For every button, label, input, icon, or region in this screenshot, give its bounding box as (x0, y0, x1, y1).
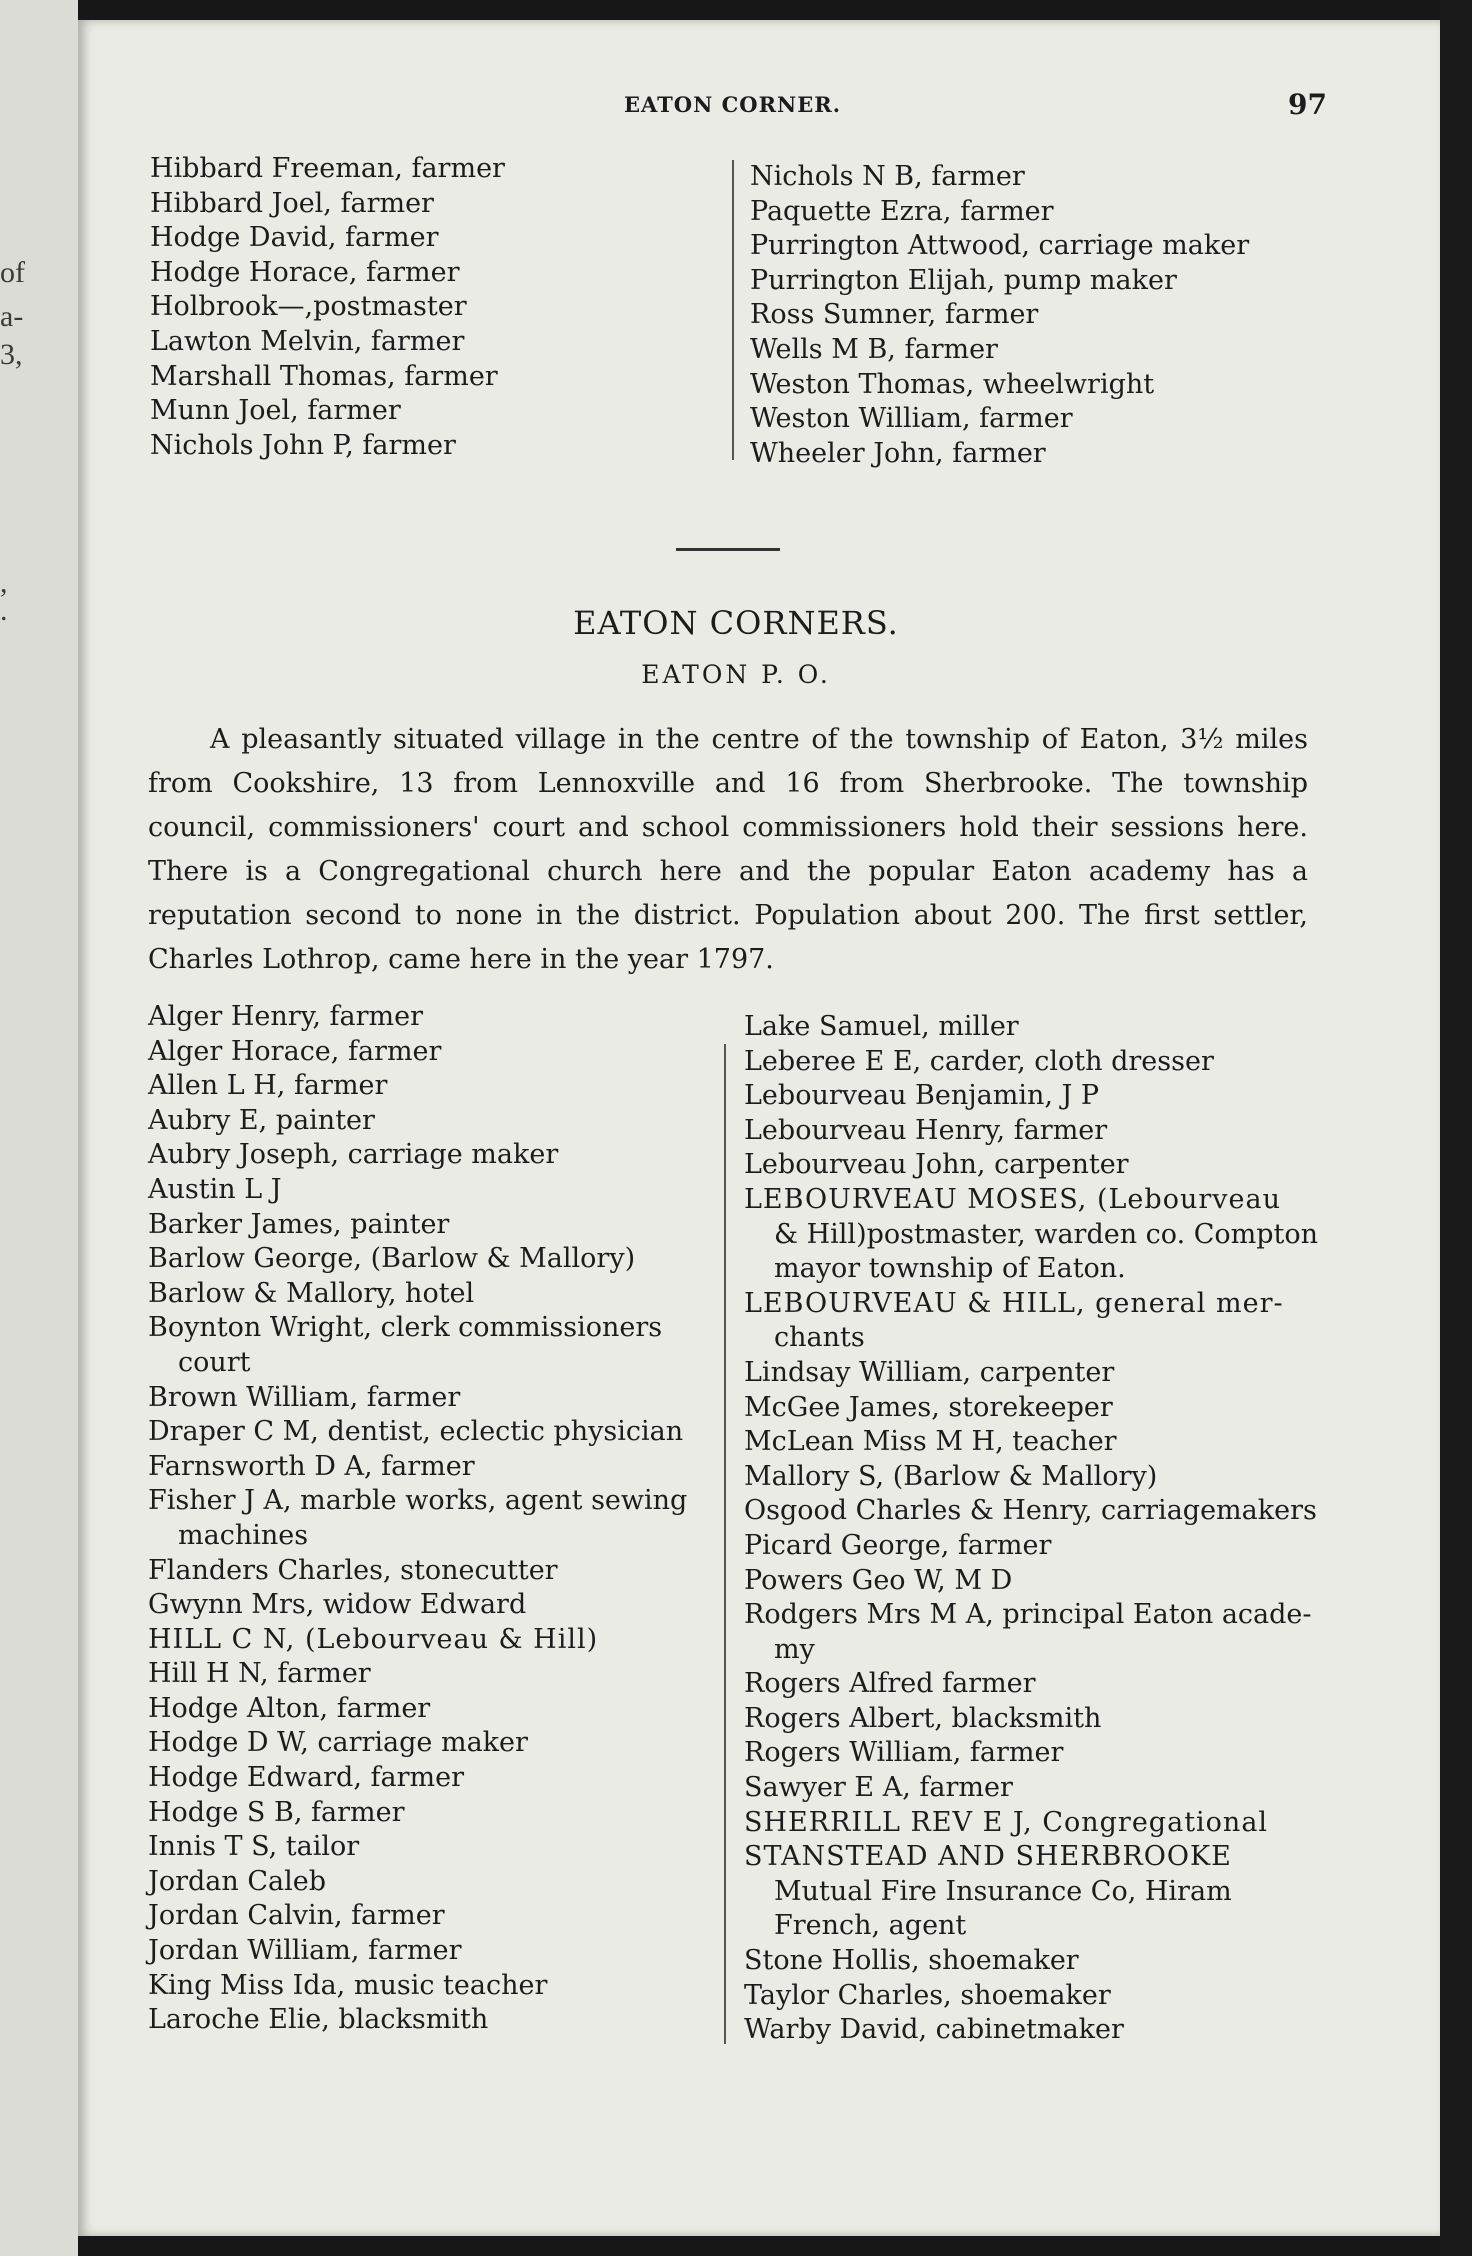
directory-entry: mayor township of Eaton. (774, 1253, 1126, 1285)
directory-entry: Lindsay William, carpenter (744, 1356, 1115, 1388)
directory-entry: Ross Sumner, farmer (750, 299, 1039, 331)
directory-entry: Hodge D W, carriage maker (148, 1727, 528, 1759)
margin-fragment: . (0, 594, 8, 627)
adjacent-page-edge (0, 0, 78, 2256)
directory-entry: my (774, 1633, 815, 1665)
directory-entry: Hibbard Freeman, farmer (150, 153, 505, 184)
directory-entry: Aubry E, painter (148, 1104, 375, 1136)
directory-entry: court (178, 1346, 251, 1378)
directory-entry: Wells M B, farmer (750, 333, 998, 365)
directory-entry: Aubry Joseph, carriage maker (148, 1139, 559, 1171)
directory-entry: Wheeler John, farmer (750, 437, 1046, 469)
directory-entry: Weston Thomas, wheelwright (750, 368, 1155, 400)
directory-entry: Powers Geo W, M D (744, 1564, 1013, 1596)
directory-entry: LEBOURVEAU MOSES, (Lebourveau (744, 1183, 1281, 1215)
directory-entry: SHERRILL REV E J, Congregational (744, 1806, 1269, 1838)
directory-entry: Lebourveau John, carpenter (744, 1149, 1129, 1181)
directory-entry: Nichols N B, farmer (750, 161, 1025, 192)
running-header: EATON CORNER. (624, 92, 842, 117)
directory-entry: Lebourveau Henry, farmer (744, 1114, 1108, 1146)
directory-entry: Mutual Fire Insurance Co, Hiram (774, 1875, 1232, 1907)
directory-entry: Laroche Elie, blacksmith (148, 2004, 489, 2036)
directory-entry: Barlow George, (Barlow & Mallory) (148, 1243, 636, 1275)
directory-entry: Picard George, farmer (744, 1529, 1052, 1561)
directory-entry: Hodge Alton, farmer (148, 1692, 431, 1724)
directory-entry: chants (774, 1322, 865, 1354)
directory-entry: Allen L H, farmer (148, 1070, 388, 1102)
page-number: 97 (1288, 88, 1327, 121)
directory-entry: Innis T S, tailor (148, 1831, 360, 1863)
directory-entry: Jordan William, farmer (148, 1935, 462, 1967)
directory-entry: Hibbard Joel, farmer (150, 187, 434, 219)
section-title: EATON CORNERS. (573, 604, 899, 642)
directory-entry: Rogers William, farmer (744, 1737, 1064, 1769)
directory-entry: McLean Miss M H, teacher (744, 1426, 1117, 1458)
directory-entry: Barlow & Mallory, hotel (148, 1277, 475, 1309)
directory-entry: Jordan Caleb (148, 1865, 326, 1897)
directory-entry: Lake Samuel, miller (744, 1011, 1019, 1042)
directory-entry: Mallory S, (Barlow & Mallory) (744, 1460, 1158, 1492)
directory-entry: Rogers Alfred farmer (744, 1668, 1036, 1700)
village-description: A pleasantly situated village in the centre of the township of Eaton, 3½ miles from Cookshire, 13 from Lennoxville and 16 from Sherbrooke. The township council, commissioners' court and school commissioners hold their sessions here. There is a Congregational church here and the popular Eaton academy has a reputation second to none in the district. Population about 200. The first settler, Charles Lothrop, came here in the year 1797. (148, 724, 1308, 975)
directory-entry: Holbrook—,postmaster (150, 291, 467, 323)
directory-entry: Gwynn Mrs, widow Edward (148, 1589, 527, 1621)
directory-entry: Rodgers Mrs M A, principal Eaton acade- (744, 1599, 1312, 1631)
margin-fragment: of (0, 256, 25, 289)
directory-entry: Barker James, painter (148, 1208, 450, 1240)
directory-entry: Purrington Attwood, carriage maker (750, 230, 1250, 262)
directory-entry: Draper C M, dentist, eclectic physician (148, 1416, 684, 1448)
directory-entry: Alger Horace, farmer (148, 1035, 442, 1067)
directory-entry: Leberee E E, carder, cloth dresser (744, 1045, 1214, 1077)
top-right-column (750, 160, 1249, 471)
directory-left-column (148, 1000, 687, 2038)
directory-entry: & Hill)postmaster, warden co. Compton (774, 1218, 1319, 1250)
directory-entry: Hodge S B, farmer (148, 1796, 405, 1828)
directory-entry: Brown William, farmer (148, 1381, 461, 1413)
directory-right-column (744, 1010, 1318, 2048)
margin-fragment: , (0, 566, 8, 599)
directory-entry: Flanders Charles, stonecutter (148, 1554, 558, 1586)
directory-entry: Hill H N, farmer (148, 1658, 371, 1690)
post-office-heading: EATON P. O. (641, 660, 831, 689)
directory-entry: Fisher J A, marble works, agent sewing (148, 1485, 688, 1517)
directory-entry: Sawyer E A, farmer (744, 1772, 1013, 1804)
directory-entry: Farnsworth D A, farmer (148, 1450, 475, 1482)
directory-entry: Lawton Melvin, farmer (150, 325, 465, 357)
directory-entry: HILL C N, (Lebourveau & Hill) (148, 1623, 599, 1655)
directory-entry: Purrington Elijah, pump maker (750, 264, 1177, 296)
directory-entry: Marshall Thomas, farmer (150, 360, 498, 392)
margin-fragment: 3, (0, 338, 23, 371)
column-divider (732, 160, 734, 460)
directory-entry: Austin L J (148, 1173, 282, 1205)
margin-fragment: a- (0, 300, 24, 333)
top-left-column (150, 152, 505, 463)
directory-entry: Warby David, cabinetmaker (744, 2014, 1124, 2046)
directory-entry: Osgood Charles & Henry, carriagemakers (744, 1495, 1317, 1527)
scan-border (1440, 0, 1472, 2256)
directory-entry: Munn Joel, farmer (150, 395, 401, 427)
directory-entry: Stone Hollis, shoemaker (744, 1945, 1079, 1977)
directory-entry: LEBOURVEAU & HILL, general mer- (744, 1287, 1284, 1319)
directory-entry: STANSTEAD AND SHERBROOKE (744, 1841, 1232, 1873)
directory-entry: Boynton Wright, clerk commissioners (148, 1312, 663, 1344)
directory-entry: Hodge Horace, farmer (150, 256, 460, 288)
directory-entry: Weston William, farmer (750, 403, 1073, 435)
column-divider (724, 1044, 726, 2044)
directory-entry: machines (178, 1519, 309, 1551)
directory-entry: French, agent (774, 1910, 967, 1942)
directory-entry: Hodge David, farmer (150, 222, 439, 254)
directory-entry: Jordan Calvin, farmer (148, 1900, 445, 1932)
directory-entry: Hodge Edward, farmer (148, 1762, 464, 1794)
directory-entry: King Miss Ida, music teacher (148, 1969, 548, 2001)
directory-entry: Taylor Charles, shoemaker (744, 1979, 1111, 2011)
directory-entry: Rogers Albert, blacksmith (744, 1702, 1102, 1734)
directory-entry: Lebourveau Benjamin, J P (744, 1080, 1100, 1112)
section-separator (676, 548, 780, 551)
directory-entry: Nichols John P, farmer (150, 429, 456, 461)
directory-entry: McGee James, storekeeper (744, 1391, 1113, 1423)
directory-entry: Alger Henry, farmer (148, 1001, 424, 1032)
directory-entry: Paquette Ezra, farmer (750, 195, 1054, 227)
